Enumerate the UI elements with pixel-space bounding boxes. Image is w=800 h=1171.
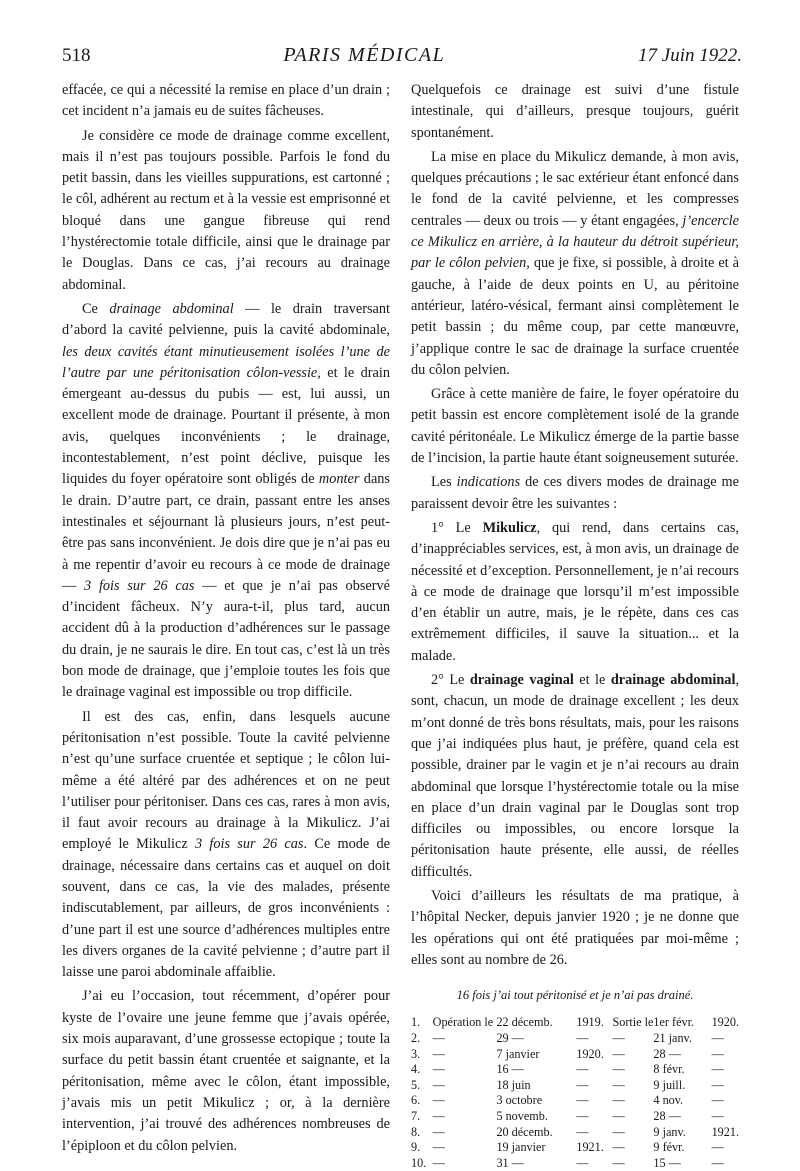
table-cell: —	[711, 1140, 724, 1155]
table-row	[411, 1047, 739, 1063]
table-row	[411, 1093, 739, 1109]
table-cell: 9 janv.	[653, 1124, 686, 1139]
table-cell: 3 octobre	[496, 1093, 543, 1108]
paragraph	[411, 670, 739, 883]
table-row	[411, 1109, 739, 1125]
table-cell: —	[432, 1109, 445, 1124]
table-cell: —	[432, 1062, 445, 1077]
text-run: Je considère ce mode de drainage comme excellent, mais il n’est pas toujours possible. Parfois le fond du petit bassin, dans les vieilles suppurations, est cartonné ; le côl, adhérent au rectum et à la vessie est emprisonné et bloqué dans une gangue fibreuse qui rend l’hystérectomie totale difficile, ainsi que le drainage par le Douglas. Dans ce cas, j’ai recours au drainage abdominal.	[62, 127, 390, 293]
table-cell: 9 févr.	[653, 1140, 685, 1155]
table-cell: 9.	[411, 1140, 421, 1155]
issue-date: 17 Juin 1922.	[638, 45, 742, 66]
table-cell: —	[576, 1062, 589, 1077]
paragraph	[411, 518, 739, 667]
table-cell: —	[612, 1062, 625, 1077]
table-cell: —	[576, 1031, 589, 1046]
text-run: , et le drain émergeant au-dessus du pubis — est, lui aussi, un excellent mode de drainage. Pourtant il présente, à mon avis, quelques inconvénients ; le drainage, incontestablement, n’est point déclive, puisque les liquides du foyer opératoire sont obligés de	[62, 364, 390, 488]
table-cell: —	[711, 1155, 724, 1170]
table-cell: —	[612, 1077, 625, 1092]
table-cell: 5.	[411, 1077, 421, 1092]
text-run: Quelquefois ce drainage est suivi d’une fistule intestinale, qui d’ailleurs, presque toujours, guérit spontanément.	[411, 82, 739, 141]
text-run: La mise en place du Mikulicz demande, à mon avis, quelques précautions ; le sac extérieur étant enfoncé dans le fond de la cavité pelvienne, et les compresses centrales — deux ou trois — y étant engagées,	[411, 148, 739, 229]
table-cell: 16 —	[496, 1062, 524, 1077]
table-cell: —	[576, 1077, 589, 1092]
table-cell: 10.	[411, 1155, 427, 1170]
table-cell: —	[612, 1046, 625, 1061]
table-cell: 1921.	[711, 1124, 739, 1139]
text-run: 2° Le	[431, 672, 470, 689]
table-cell: —	[432, 1031, 445, 1046]
table-cell: 20 décemb.	[496, 1124, 553, 1139]
text-run: effacée, ce qui a nécessité la remise en place d’un drain ; cet incident n’a jamais eu de suites fâcheuses.	[62, 82, 390, 120]
table-cell: 28 —	[653, 1109, 681, 1124]
paragraph	[62, 126, 390, 296]
table-cell: 8 févr.	[653, 1062, 685, 1077]
table-cell: —	[432, 1140, 445, 1155]
table-row	[411, 1125, 739, 1141]
bold-text: Mikulicz	[482, 519, 537, 536]
table-cell: 18 juin	[496, 1077, 531, 1092]
table-row	[411, 1156, 739, 1171]
table-cell: 7 janvier	[496, 1046, 540, 1061]
table-cell: 5 novemb.	[496, 1109, 548, 1124]
table-cell: —	[711, 1031, 724, 1046]
table-cell: 4.	[411, 1062, 421, 1077]
table-cell: —	[612, 1109, 625, 1124]
text-run: , que je fixe, si possible, à droite et à gauche, à l’aide de deux points en U, au péritoine antérieur, latéro-vésical, fermant ainsi complètement le petit bassin ; du même coup, par cette manœuvre, j’applique contre le sac de drainage la surface cruentée du côlon pelvien.	[411, 255, 739, 378]
text-run: . Ce mode de drainage, nécessaire dans certains cas et auquel on doit souvent, dans ce cas, la vie des malades, présente indiscutablement, par ailleurs, de gros inconvénients : d’une part il est une source d’adhérences multiples entre les divers organes de la cavité pelvienne ; d’autre part il laisse une paroi abdominale affaiblie.	[62, 836, 391, 981]
text-run: et le	[573, 672, 611, 689]
italic-text: monter	[318, 471, 360, 488]
table-row	[411, 1078, 739, 1094]
table-row	[411, 1140, 739, 1156]
table-cell: —	[612, 1124, 625, 1139]
page-number: 518	[62, 45, 91, 66]
paragraph	[62, 299, 390, 704]
table-cell: —	[432, 1124, 445, 1139]
paragraph	[62, 986, 390, 1156]
table-cell: 1920.	[576, 1046, 604, 1061]
table-cell: 7.	[411, 1109, 421, 1124]
journal-title: PARIS MÉDICAL	[283, 44, 446, 66]
text-run: Il est des cas, enfin, dans lesquels aucune péritonisation n’est possible. Toute la cavité pelvienne n’est qu’une surface cruentée et septique ; le côlon lui-même a été altéré par des adhérences et on ne peut l’utiliser pour péritoniser. Dans ces cas, rares à mon avis, il faut avoir recours au drainage à la Mikulicz. J’ai employé le Mikulicz	[62, 708, 390, 853]
table-cell: —	[432, 1155, 445, 1170]
table-cell: —	[612, 1093, 625, 1108]
paragraph	[411, 80, 739, 144]
table-cell: —	[711, 1109, 724, 1124]
paragraph	[411, 886, 739, 971]
paragraph	[62, 707, 390, 984]
table-cell: —	[612, 1140, 625, 1155]
table-cell: 4 nov.	[653, 1093, 684, 1108]
text-run: Grâce à cette manière de faire, le foyer opératoire du petit bassin est encore complètement isolé de la grande cavité péritonéale. Le Mikulicz émerge de la partie basse de l’incision, la partie haute étant soigneusement suturée.	[411, 386, 739, 467]
table-row	[411, 1031, 739, 1047]
table-cell: 1920.	[711, 1015, 739, 1030]
bold-text: drainage vaginal	[469, 672, 574, 689]
text-run: Ce	[82, 300, 110, 317]
table-row	[411, 1062, 739, 1078]
table-cell: —	[711, 1046, 724, 1061]
table-cell: —	[576, 1124, 589, 1139]
table-cell: —	[432, 1046, 445, 1061]
table-title: 16 fois j’ai tout péritonisé et je n’ai pas drainé.	[456, 988, 694, 1003]
italic-text: 3 fois sur 26 cas	[194, 836, 304, 853]
text-run: , sont, chacun, un mode de drainage excellent ; les deux m’ont donné de très bons résultats, mais, pour les raisons que j’ai indiquées plus haut, je préfère, quand cela est possible, drainer par le vagin et je n’ai recours au drain abdominal que lorsque l’hystérectomie totale ou la mise en place d’un drain vaginal par le Douglas sont trop difficiles ou impossibles, ou encore lorsque la péritonisation haute présente, elle aussi, de réelles difficultés.	[411, 672, 740, 880]
left-column	[62, 80, 390, 1157]
table-cell: 1er févr.	[653, 1015, 695, 1030]
table-cell: —	[576, 1155, 589, 1170]
table-cell: 15 —	[653, 1155, 681, 1170]
table-cell: —	[612, 1031, 625, 1046]
italic-text: j’encercle ce Mikulicz en arrière, à la hauteur du détroit supérieur, par le côlon pelvien	[411, 212, 739, 272]
table-cell: 31 —	[496, 1155, 524, 1170]
table-cell: 1921.	[576, 1140, 604, 1155]
paragraph	[411, 147, 739, 381]
operations-table	[411, 1015, 739, 1171]
text-run: J’ai eu l’occasion, tout récemment, d’opérer pour kyste de l’ovaire une jeune femme que j’avais opérée, six mois auparavant, d’une grossesse ectopique ; toute la surface du petit bassin étant cruentée et saignante, et la péritonisation, même avec le côlon, étant impossible, j’avais mis un petit Mikulicz ; or, à la dernière intervention, j’ai trouvé des adhérences nombreuses de l’épiploon et du côlon pelvien.	[62, 988, 390, 1154]
running-header	[62, 44, 742, 74]
table-cell: —	[432, 1077, 445, 1092]
table-cell: —	[612, 1155, 625, 1170]
table-cell: —	[576, 1093, 589, 1108]
table-cell: —	[576, 1109, 589, 1124]
text-run: dans le drain. D’autre part, ce drain, passant entre les anses intestinales et séjournant là plusieurs jours, n’est peut-être pas sans inconvénient. Je dois dire que je n’ai pas eu à me repentir d’avoir eu recours à ce mode de drainage —	[62, 471, 390, 594]
table-cell: 1919.	[576, 1015, 604, 1030]
text-run: , qui rend, dans certains cas, d’inappréciables services, est, à mon avis, un drainage de nécessité et d’exception. Personnellement, je n’ai recours à ce mode de drainage que lorsqu’il m’est impossible d’en établir un autre, mais, je le répète, dans ces cas extrêmement difficiles, il sauve la situation... et la malade.	[411, 519, 740, 664]
table-cell: 6.	[411, 1093, 421, 1108]
italic-text: drainage abdominal	[109, 300, 234, 317]
text-run: — et que je n’ai pas observé d’incident fâcheux. N’y aura-t-il, plus tard, aucun accident dû à la production d’adhérences sur le passage du drain, je ne saurais le dire. En tout cas, c’est là un très bon mode de drainage, que j’emploie toutes les fois que le drainage vaginal est impossible ou trop difficile.	[62, 577, 391, 701]
table-cell: 8.	[411, 1124, 421, 1139]
italic-text: 3 fois sur 26 cas	[84, 577, 195, 594]
table-cell: 3.	[411, 1046, 421, 1061]
text-run: 1° Le	[431, 519, 483, 536]
table-cell: 21 janv.	[653, 1031, 692, 1046]
table-cell: Sortie le	[612, 1015, 654, 1030]
table-row	[411, 1015, 739, 1031]
table-cell: 22 décemb.	[496, 1015, 553, 1030]
table-cell: —	[711, 1077, 724, 1092]
right-column-text	[411, 80, 739, 971]
italic-text: les deux cavités étant minutieusement isolées l’une de l’autre par une péritonisation côlon-vessie	[62, 343, 390, 381]
table-cell: 29 —	[496, 1031, 524, 1046]
table-cell: Opération le	[432, 1015, 494, 1030]
italic-text: indications	[456, 474, 521, 491]
table-cell: 28 —	[653, 1046, 681, 1061]
text-run: Voici d’ailleurs les résultats de ma pratique, à l’hôpital Necker, depuis janvier 1920 ; je ne donne que les opérations qui ont été pratiquées par moi-même ; elles sont au nombre de 26.	[411, 887, 739, 968]
paragraph	[411, 472, 739, 515]
table-cell: —	[432, 1093, 445, 1108]
paragraph	[411, 384, 739, 469]
paragraph	[62, 80, 390, 123]
table-cell: 1.	[411, 1015, 421, 1030]
table-cell: 19 janvier	[496, 1140, 546, 1155]
table-cell: 9 juill.	[653, 1077, 686, 1092]
text-run: — le drain traversant d’abord la cavité pelvienne, puis la cavité abdominale,	[62, 300, 390, 339]
right-column	[411, 80, 739, 1171]
text-run: Les	[431, 474, 457, 491]
table-cell: 2.	[411, 1031, 421, 1046]
text-run: de ces divers modes de drainage me paraissent devoir être les suivantes :	[411, 474, 739, 512]
table-cell: —	[711, 1062, 724, 1077]
bold-text: drainage abdominal	[610, 672, 736, 689]
table-cell: —	[711, 1093, 724, 1108]
